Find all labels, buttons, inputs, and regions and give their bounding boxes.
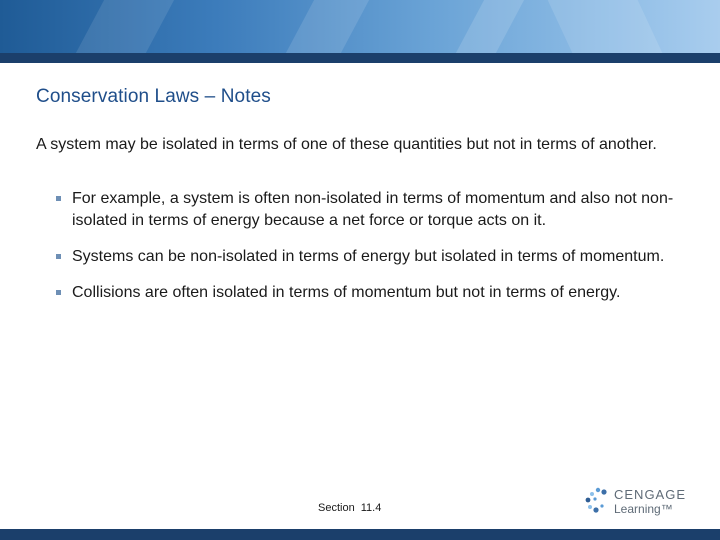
footer-rule	[0, 529, 720, 540]
bullet-item	[56, 188, 696, 232]
section-label: Section 11.4	[318, 502, 382, 514]
bullet-text: Collisions are often isolated in terms of momentum but not in terms of energy.	[72, 284, 621, 301]
header-banner	[0, 0, 720, 53]
banner-shade	[286, 0, 369, 53]
logo-wordmark: CENGAGE	[614, 487, 687, 502]
banner-shade	[548, 0, 663, 53]
trademark-symbol: ™	[660, 502, 673, 516]
cengage-logo	[584, 486, 694, 518]
cengage-dots-icon	[584, 486, 612, 516]
intro-paragraph: A system may be isolated in terms of one of these quantities but not in terms of another.	[36, 136, 657, 153]
bullet-list	[56, 188, 696, 318]
bullet-text: Systems can be non-isolated in terms of energy but isolated in terms of momentum.	[72, 248, 665, 265]
header-rule	[0, 53, 720, 63]
bullet-item	[56, 282, 696, 304]
bullet-item	[56, 246, 696, 268]
banner-shade	[456, 0, 524, 53]
square-bullet-icon	[56, 254, 61, 259]
slide-title: Conservation Laws – Notes	[36, 86, 271, 107]
square-bullet-icon	[56, 290, 61, 295]
bullet-text: For example, a system is often non-isolated in terms of momentum and also not non-isolated in terms of energy because a net force or torque acts on it.	[72, 190, 674, 229]
banner-shade	[76, 0, 174, 53]
logo-subtitle: Learning™	[614, 502, 673, 516]
square-bullet-icon	[56, 196, 61, 201]
